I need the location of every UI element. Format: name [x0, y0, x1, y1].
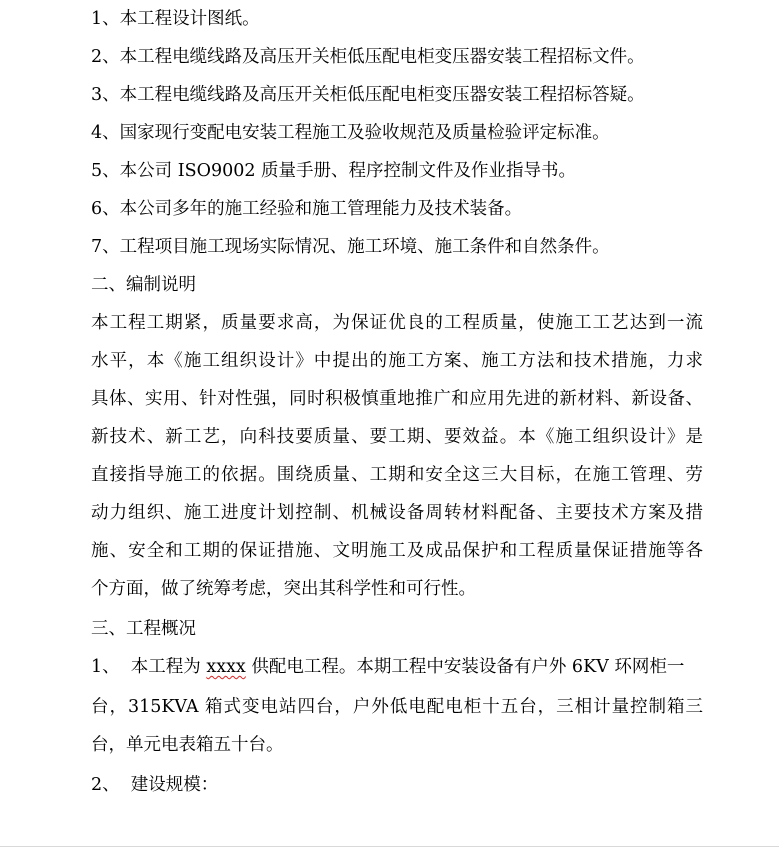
overview-item-1 — [91, 648, 703, 686]
overview-item-1-prefix: 1、 本工程为 — [91, 657, 207, 677]
basis-item-3: 3、本工程电缆线路及高压开关柜低压配电柜变压器安装工程招标答疑。 — [91, 85, 645, 105]
overview-item-1-line-3: 台，单元电表箱五十台。 — [91, 735, 284, 755]
paragraph-line: 施、安全和工期的保证措施、文明施工及成品保护和工程质量保证措施等各 — [91, 541, 703, 561]
overview-item-1-line-2: 台，315KVA 箱式变电站四台，户外低电配电柜十五台，三相计量控制箱三 — [91, 697, 703, 717]
page-bottom-divider — [0, 846, 779, 847]
overview-item-2: 2、 建设规模： — [91, 775, 219, 795]
basis-item-2: 2、本工程电缆线路及高压开关柜低压配电柜变压器安装工程招标文件。 — [91, 47, 645, 67]
paragraph-line: 直接指导施工的依据。围绕质量、工期和安全这三大目标，在施工管理、劳 — [91, 465, 703, 485]
section-heading-compilation: 二、编制说明 — [91, 275, 196, 295]
paragraph-line: 水平，本《施工组织设计》中提出的施工方案、施工方法和技术措施，力求 — [91, 351, 703, 371]
section-heading-overview: 三、工程概况 — [91, 619, 196, 639]
basis-item-1: 1、本工程设计图纸。 — [91, 9, 260, 29]
paragraph-line: 新技术、新工艺，向科技要质量、要工期、要效益。本《施工组织设计》是 — [91, 427, 703, 447]
basis-item-5: 5、本公司 ISO9002 质量手册、程序控制文件及作业指导书。 — [91, 161, 577, 181]
basis-item-7: 7、工程项目施工现场实际情况、施工环境、施工条件和自然条件。 — [91, 237, 610, 257]
paragraph-line: 动力组织、施工进度计划控制、机械设备周转材料配备、主要技术方案及措 — [91, 503, 703, 523]
paragraph-line: 个方面，做了统筹考虑，突出其科学性和可行性。 — [91, 579, 476, 599]
paragraph-line: 具体、实用、针对性强，同时积极慎重地推广和应用先进的新材料、新设备、 — [91, 389, 703, 409]
overview-item-1-suffix: 供配电工程。本期工程中安装设备有户外 6KV 环网柜一 — [245, 657, 685, 677]
basis-item-6: 6、本公司多年的施工经验和施工管理能力及技术装备。 — [91, 199, 523, 219]
project-name-placeholder: xxxx — [206, 657, 246, 677]
paragraph-line: 本工程工期紧，质量要求高，为保证优良的工程质量，使施工工艺达到一流 — [91, 313, 703, 333]
basis-item-4: 4、国家现行变配电安装工程施工及验收规范及质量检验评定标准。 — [91, 123, 610, 143]
